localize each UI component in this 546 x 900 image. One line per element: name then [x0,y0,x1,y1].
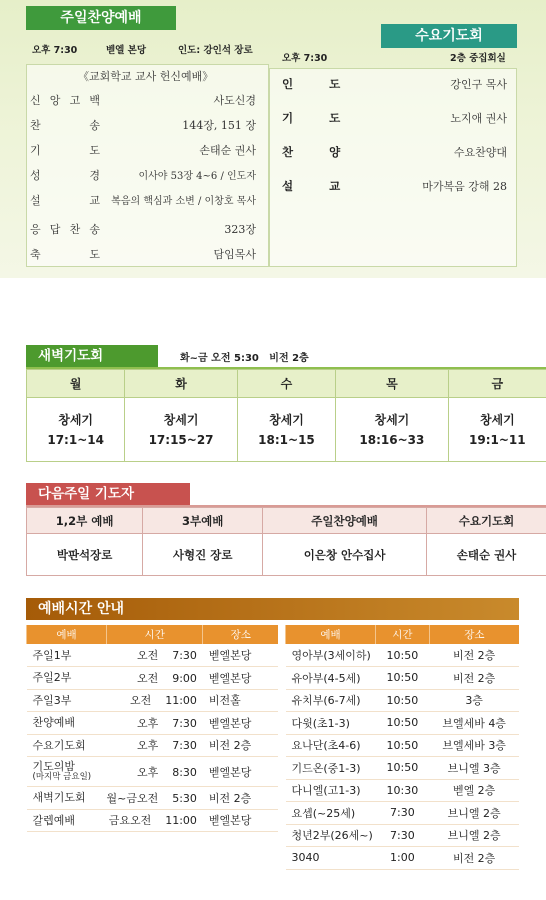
schedule-row [27,689,279,712]
schedule-service-cell [27,667,107,690]
schedule-time-cell [106,712,202,735]
sunday-order-value: 이사야 53장 4~6 / 인도자 [138,171,256,182]
prayer-table [26,507,546,576]
schedule-place: 비전 2층 [429,667,519,690]
schedule-time: 10:30 [375,779,429,802]
sunday-order-value: 담임목사 [213,248,256,261]
sched-left-header-place: 장소 [203,625,278,644]
schedule-place: 벧엘본당 [203,667,278,690]
schedule-left-table [26,625,278,832]
sched-left-header-time: 시간 [106,625,202,644]
schedule-row [286,667,520,690]
sched-left-header-service: 예배 [27,625,107,644]
prayer-name: 사형진 장로 [143,534,263,576]
schedule-row [27,787,279,810]
schedule-time: 7:30 [172,739,197,753]
dawn-day-cell [237,398,335,462]
schedule-service-cell [27,757,107,787]
schedule-place: 비전 2층 [429,847,519,870]
wednesday-order-label: 찬 양 [282,145,341,159]
schedule-service: 요나단(초4-6) [286,734,376,757]
schedule-time: 11:00 [165,694,197,708]
prayer-name: 이은창 안수집사 [263,534,427,576]
sunday-order-label: 축 도 [30,248,100,261]
dawn-book: 창세기 [479,412,515,427]
schedule-ampm: 오전 [136,649,159,662]
schedule-service-cell [27,734,107,757]
dawn-book: 창세기 [374,412,410,427]
schedule-place: 비전 2층 [203,734,278,757]
dawn-day-header: 금 [448,370,546,398]
schedule-service: 요셉(~25세) [286,802,376,825]
schedule-place: 벧엘본당 [203,757,278,787]
dawn-day-header: 수 [237,370,335,398]
schedule-time: 10:50 [375,667,429,690]
dawn-ref: 17:1~14 [47,432,104,447]
sunday-order-value: 323장 [224,223,256,236]
schedule-service: 수요기도회 [32,738,86,752]
dawn-title: 새벽기도회 [26,345,158,367]
dawn-day-header: 화 [125,370,238,398]
schedule-time: 7:30 [375,802,429,825]
schedule-row [286,689,520,712]
schedule-row [286,644,520,667]
sunday-order-label: 신 앙 고 백 [30,94,100,107]
dawn-day-header: 월 [27,370,125,398]
dawn-book: 창세기 [269,412,304,427]
schedule-time-cell [106,689,202,712]
dawn-book: 창세기 [163,412,199,427]
schedule-service-cell [27,689,107,712]
schedule-time: 10:50 [375,644,429,667]
sched-right-header-time: 시간 [375,625,429,644]
schedule-place: 브니엘 2층 [429,824,519,847]
schedule-right-table [285,625,519,870]
dawn-day-cell [336,398,449,462]
sunday-order-label: 응 답 찬 송 [30,223,100,236]
dawn-ref: 18:16~33 [359,432,425,447]
dawn-day-header: 목 [336,370,449,398]
wednesday-order-value: 마가복음 강해 28 [422,180,507,193]
schedule-place: 벧엘본당 [203,644,278,667]
dawn-day-cell [27,398,125,462]
schedule-service-cell [27,712,107,735]
dawn-table [26,369,546,462]
schedule-place: 벧엘본당 [203,809,278,832]
schedule-time-cell [106,787,202,810]
schedule-time: 7:30 [172,716,197,730]
schedule-service: 주일3부 [32,693,72,707]
schedule-time-cell [106,809,202,832]
wednesday-order-panel [269,68,517,267]
schedule-place: 비전홀 [203,689,278,712]
schedule-place: 비전 2층 [429,644,519,667]
sched-right-header-service: 예배 [286,625,376,644]
schedule-service: 다니엘(고1-3) [286,779,376,802]
schedule-row [286,734,520,757]
schedule-time-cell [106,644,202,667]
sunday-time: 오후 7:30 [32,45,78,56]
schedule-service: 주일2부 [32,671,72,685]
schedule-place: 비전 2층 [203,787,278,810]
schedule-ampm: 월~금오전 [106,791,159,805]
schedule-time: 10:50 [375,734,429,757]
schedule-place: 벧엘 2층 [429,779,519,802]
dawn-day-cell [125,398,238,462]
schedule-service: 청년2부(26세~) [286,824,376,847]
schedule-service-cell [27,644,107,667]
sunday-order-label: 성 경 [30,169,100,182]
sunday-order-value: 복음의 핵심과 소변 / 이창호 목사 [111,196,256,207]
schedule-time: 1:00 [375,847,429,870]
schedule-service: 기도의밤 [32,759,76,773]
schedule-service: 기드온(중1-3) [286,757,376,780]
sunday-order-value: 144장, 151 장 [182,119,256,132]
schedule-time: 8:30 [172,765,197,779]
schedule-service: 찬양예배 [32,716,76,730]
sunday-praise-title: 주일찬양예배 [26,6,176,30]
schedule-time: 11:00 [165,814,197,828]
wednesday-place: 2층 중집회실 [450,53,506,64]
schedule-place: 벧엘본당 [203,712,278,735]
schedule-time-cell [106,734,202,757]
schedule-time: 10:50 [375,689,429,712]
schedule-row [286,779,520,802]
prayer-header: 1,2부 예배 [27,508,143,534]
schedule-service: 갈렙예배 [32,813,76,827]
banner-text: 《교회학교 교사 헌신예배》 [78,70,214,83]
wednesday-order-label: 기 도 [282,111,341,125]
sched-right-header-place: 장소 [429,625,519,644]
schedule-service: 새벽기도회 [32,791,86,805]
top-section [0,0,546,278]
sunday-order-value: 손태순 권사 [199,144,256,157]
sunday-order-label: 기 도 [30,144,100,157]
schedule-place: 브엘세바 4층 [429,712,519,735]
dawn-info: 화~금 오전 5:30 비전 2층 [180,353,309,364]
sunday-order-label: 찬 송 [30,119,100,132]
wednesday-order-value: 강인구 목사 [450,78,507,91]
schedule-time-cell [106,667,202,690]
dawn-ref: 19:1~11 [469,432,526,447]
schedule-service: 유아부(4-5세) [286,667,376,690]
wednesday-order-label: 인 도 [282,77,341,91]
dawn-ref: 17:15~27 [148,432,214,447]
schedule-row [27,757,279,787]
schedule-time: 7:30 [375,824,429,847]
wednesday-order-value: 수요찬양대 [453,146,507,159]
wednesday-time: 오후 7:30 [282,53,328,64]
sunday-leader: 인도: 강인석 장로 [178,45,253,56]
schedule-ampm: 금요오전 [108,814,152,828]
schedule-service-cell [27,809,107,832]
schedule-ampm: 오전 [129,694,152,708]
schedule-time: 5:30 [172,791,197,805]
dawn-day-cell [448,398,546,462]
schedule-place: 3층 [429,689,519,712]
schedule-row [27,734,279,757]
schedule-row [27,644,279,667]
schedule-service-cell [27,787,107,810]
sunday-place: 벧엘 본당 [106,45,147,56]
prayer-header: 수요기도회 [427,508,546,534]
prayer-name: 손태순 권사 [427,534,546,576]
schedule-time-cell [106,757,202,787]
schedule-service: 영아부(3세이하) [286,644,376,667]
schedule-row [286,802,520,825]
sunday-order-value: 사도신경 [213,94,256,107]
schedule-row [286,712,520,735]
schedule-service: 다윗(초1-3) [286,712,376,735]
schedule-time: 10:50 [375,712,429,735]
schedule-time: 7:30 [172,649,197,662]
wednesday-order-value: 노지애 권사 [450,112,507,125]
schedule-ampm: 오후 [136,765,159,779]
schedule-row [286,824,520,847]
schedule-title: 예배시간 안내 [26,598,519,620]
schedule-service: 주일1부 [32,648,72,662]
wednesday-title: 수요기도회 [381,24,517,48]
schedule-place: 브엘세바 3층 [429,734,519,757]
schedule-time: 9:00 [172,671,197,685]
dawn-ref: 18:1~15 [258,432,315,447]
prayer-name: 박판석장로 [27,534,143,576]
wednesday-order-label: 설 교 [282,179,341,193]
prayer-header: 주일찬양예배 [263,508,427,534]
sunday-order-label: 설 교 [30,194,100,207]
prayer-header: 3부예배 [143,508,263,534]
dawn-book: 창세기 [58,412,94,427]
schedule-ampm: 오후 [136,739,159,753]
schedule-row [27,809,279,832]
schedule-time: 10:50 [375,757,429,780]
prayer-title: 다음주일 기도자 [26,483,190,505]
schedule-ampm: 오후 [136,716,159,730]
schedule-place: 브니엘 2층 [429,802,519,825]
schedule-place: 브니엘 3층 [429,757,519,780]
schedule-service: 3040 [286,847,376,870]
schedule-row [27,667,279,690]
schedule-service: 유치부(6-7세) [286,689,376,712]
schedule-row [27,712,279,735]
schedule-ampm: 오전 [136,671,159,685]
schedule-service-note: (마지막 금요일) [32,771,92,782]
schedule-row [286,757,520,780]
schedule-row [286,847,520,870]
